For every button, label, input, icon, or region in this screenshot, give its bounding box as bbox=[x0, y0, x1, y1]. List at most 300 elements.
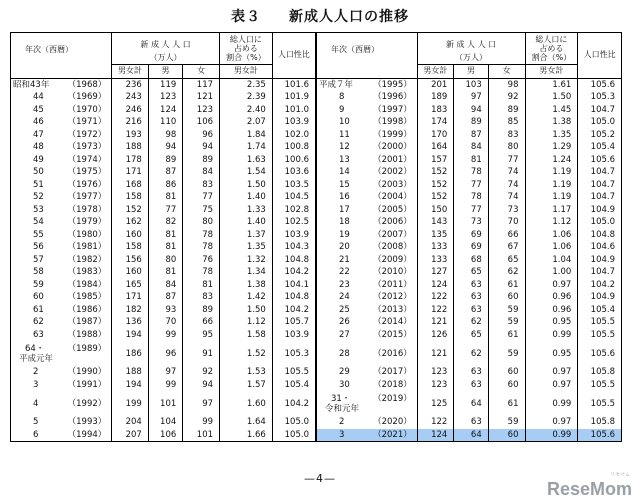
share-cell: 1.37 bbox=[220, 229, 273, 242]
era-cell: 51 bbox=[33, 179, 44, 190]
female-cell: 81 bbox=[183, 279, 220, 292]
table-row bbox=[11, 179, 622, 192]
table-row bbox=[11, 316, 622, 329]
era-cell: 平成７年 bbox=[316, 78, 371, 91]
share-cell: 1.40 bbox=[220, 216, 273, 229]
year-cell: （1976） bbox=[67, 179, 107, 190]
ratio-cell: 105.5 bbox=[272, 366, 316, 379]
era-cell: 18 bbox=[316, 216, 371, 229]
ratio-cell: 105.4 bbox=[578, 141, 622, 154]
table-row bbox=[11, 78, 622, 91]
year-cell: （1986） bbox=[67, 304, 107, 315]
table-row bbox=[11, 266, 622, 279]
ratio-cell: 104.3 bbox=[272, 241, 316, 254]
female-cell: 89 bbox=[488, 104, 525, 117]
era-cell: 13 bbox=[316, 154, 371, 167]
ratio-cell: 104.8 bbox=[272, 254, 316, 267]
header-total-right: 男女計 bbox=[417, 65, 454, 79]
ratio-cell: 104.8 bbox=[272, 291, 316, 304]
ratio-cell: 105.5 bbox=[578, 379, 622, 392]
male-cell: 86 bbox=[148, 179, 182, 192]
era-cell: 24 bbox=[316, 291, 371, 304]
male-cell: 89 bbox=[148, 154, 182, 167]
ratio-cell: 105.2 bbox=[578, 129, 622, 142]
header-share-sub-right: 男女計 bbox=[525, 65, 578, 79]
share-cell: 0.95 bbox=[525, 316, 578, 329]
era-cell: 11 bbox=[316, 129, 371, 142]
year-cell: （1970） bbox=[67, 104, 107, 115]
male-cell: 119 bbox=[148, 78, 182, 91]
female-cell: 94 bbox=[183, 379, 220, 392]
share-cell: 1.57 bbox=[220, 379, 273, 392]
ratio-cell: 104.5 bbox=[272, 191, 316, 204]
male-cell: 78 bbox=[454, 166, 488, 179]
header-share-right: 総人口に 占める 割合（%） bbox=[525, 33, 578, 65]
share-cell: 1.74 bbox=[220, 141, 273, 154]
share-cell: 1.06 bbox=[525, 241, 578, 254]
male-cell: 97 bbox=[454, 91, 488, 104]
female-cell: 89 bbox=[183, 304, 220, 317]
header-new-adult-right: 新 成 人 人 口 bbox=[417, 33, 525, 52]
era-cell: 23 bbox=[316, 279, 371, 292]
female-cell: 76 bbox=[183, 254, 220, 267]
male-cell: 65 bbox=[454, 266, 488, 279]
year-cell: （1981） bbox=[67, 242, 107, 253]
female-cell: 60 bbox=[488, 366, 525, 379]
year-cell: （1997） bbox=[373, 104, 412, 115]
era-cell: 2 bbox=[316, 416, 371, 429]
male-cell: 99 bbox=[148, 379, 182, 392]
total-cell: 236 bbox=[112, 78, 149, 91]
total-cell: 135 bbox=[417, 229, 454, 242]
male-cell: 78 bbox=[454, 191, 488, 204]
ratio-cell: 105.4 bbox=[272, 379, 316, 392]
male-cell: 65 bbox=[454, 329, 488, 342]
male-cell: 81 bbox=[148, 191, 182, 204]
total-cell: 152 bbox=[417, 179, 454, 192]
male-cell: 106 bbox=[148, 429, 182, 442]
male-cell: 63 bbox=[454, 291, 488, 304]
ratio-cell: 105.0 bbox=[578, 116, 622, 129]
male-cell: 64 bbox=[454, 429, 488, 442]
male-cell: 84 bbox=[454, 141, 488, 154]
year-cell: （2011） bbox=[373, 279, 412, 290]
year-cell: （2009） bbox=[373, 254, 412, 265]
table-row bbox=[11, 304, 622, 317]
total-cell: 121 bbox=[417, 316, 454, 329]
female-cell: 59 bbox=[488, 341, 525, 366]
share-cell: 1.53 bbox=[220, 366, 273, 379]
year-cell: （1980） bbox=[67, 229, 107, 240]
ratio-cell: 104.7 bbox=[578, 266, 622, 279]
male-cell: 68 bbox=[454, 254, 488, 267]
male-cell: 89 bbox=[454, 116, 488, 129]
ratio-cell: 105.3 bbox=[578, 91, 622, 104]
ratio-cell: 105.6 bbox=[578, 154, 622, 167]
total-cell: 150 bbox=[417, 204, 454, 217]
male-cell: 82 bbox=[148, 216, 182, 229]
female-cell: 59 bbox=[488, 316, 525, 329]
share-cell: 1.42 bbox=[220, 291, 273, 304]
year-cell: （1998） bbox=[373, 117, 412, 128]
share-cell: 1.24 bbox=[525, 154, 578, 167]
table-row bbox=[11, 141, 622, 154]
total-cell: 171 bbox=[112, 166, 149, 179]
share-cell: 0.96 bbox=[525, 304, 578, 317]
total-cell: 152 bbox=[417, 191, 454, 204]
total-cell: 156 bbox=[112, 254, 149, 267]
male-cell: 77 bbox=[148, 204, 182, 217]
female-cell: 77 bbox=[183, 191, 220, 204]
female-cell: 80 bbox=[488, 141, 525, 154]
era-cell: 昭和43年 bbox=[13, 79, 50, 90]
ratio-cell: 105.5 bbox=[578, 329, 622, 342]
female-cell: 62 bbox=[488, 266, 525, 279]
era-cell: 30 bbox=[316, 379, 371, 392]
year-cell: （1982） bbox=[67, 254, 107, 265]
ratio-cell: 104.6 bbox=[578, 241, 622, 254]
male-cell: 77 bbox=[454, 204, 488, 217]
female-cell: 66 bbox=[183, 316, 220, 329]
male-cell: 93 bbox=[148, 304, 182, 317]
table-row bbox=[11, 191, 622, 204]
ratio-cell: 105.3 bbox=[272, 341, 316, 366]
table-row bbox=[11, 166, 622, 179]
total-cell: 160 bbox=[112, 266, 149, 279]
total-cell: 194 bbox=[112, 329, 149, 342]
total-cell: 188 bbox=[112, 366, 149, 379]
share-cell: 0.96 bbox=[525, 291, 578, 304]
year-cell: （2019） bbox=[373, 393, 412, 404]
table-row bbox=[11, 154, 622, 167]
ratio-cell: 105.8 bbox=[578, 366, 622, 379]
share-cell: 1.17 bbox=[525, 204, 578, 217]
ratio-cell: 103.9 bbox=[272, 116, 316, 129]
female-cell: 85 bbox=[488, 116, 525, 129]
female-cell: 78 bbox=[183, 266, 220, 279]
year-cell: （2021） bbox=[371, 429, 417, 442]
year-cell: （1983） bbox=[67, 267, 107, 278]
female-cell: 60 bbox=[488, 291, 525, 304]
share-cell: 2.35 bbox=[220, 78, 273, 91]
male-cell: 110 bbox=[148, 116, 182, 129]
era-cell: 59 bbox=[33, 279, 44, 290]
era-cell: 52 bbox=[33, 192, 44, 203]
header-ratio-left: 人口性比 bbox=[272, 33, 316, 79]
male-cell: 63 bbox=[454, 279, 488, 292]
ratio-cell: 105.8 bbox=[578, 416, 622, 429]
share-cell: 0.99 bbox=[525, 391, 578, 416]
male-cell: 81 bbox=[148, 266, 182, 279]
ratio-cell: 104.7 bbox=[578, 191, 622, 204]
era-cell: 3 bbox=[316, 429, 371, 442]
male-cell: 87 bbox=[148, 291, 182, 304]
year-cell: （2012） bbox=[373, 292, 412, 303]
year-cell: （1969） bbox=[67, 92, 107, 103]
year-cell: （2003） bbox=[373, 179, 412, 190]
year-cell: （2015） bbox=[373, 329, 412, 340]
female-cell: 83 bbox=[183, 179, 220, 192]
share-cell: 1.66 bbox=[220, 429, 273, 442]
year-cell: （2006） bbox=[373, 217, 412, 228]
ratio-cell: 103.6 bbox=[272, 166, 316, 179]
year-cell: （2005） bbox=[373, 204, 412, 215]
ratio-cell: 104.8 bbox=[578, 229, 622, 242]
male-cell: 62 bbox=[454, 341, 488, 366]
year-cell: （1975） bbox=[67, 167, 107, 178]
share-cell: 1.29 bbox=[525, 141, 578, 154]
era-cell: 58 bbox=[33, 267, 44, 278]
total-cell: 157 bbox=[417, 154, 454, 167]
table-row bbox=[11, 291, 622, 304]
header-era-left: 年次（西暦） bbox=[11, 33, 112, 79]
era-cell: 44 bbox=[33, 92, 44, 103]
share-cell: 1.35 bbox=[525, 129, 578, 142]
header-row-1 bbox=[11, 33, 622, 52]
year-cell: （2020） bbox=[373, 417, 412, 428]
era-cell: 17 bbox=[316, 204, 371, 217]
ratio-cell: 104.7 bbox=[578, 179, 622, 192]
total-cell: 194 bbox=[112, 379, 149, 392]
era-cell: 14 bbox=[316, 166, 371, 179]
year-cell: （1985） bbox=[67, 292, 107, 303]
total-cell: 171 bbox=[112, 291, 149, 304]
ratio-cell: 105.6 bbox=[578, 429, 622, 442]
header-female-right: 女 bbox=[488, 65, 525, 79]
year-cell: （1978） bbox=[67, 204, 107, 215]
female-cell: 84 bbox=[183, 166, 220, 179]
male-cell: 97 bbox=[148, 366, 182, 379]
year-cell: （1979） bbox=[67, 217, 107, 228]
male-cell: 123 bbox=[148, 91, 182, 104]
total-cell: 152 bbox=[112, 204, 149, 217]
year-cell: （2013） bbox=[373, 304, 412, 315]
year-cell: （2016） bbox=[373, 348, 412, 359]
page-number: —4— bbox=[304, 472, 336, 485]
share-cell: 0.97 bbox=[525, 379, 578, 392]
ratio-cell: 104.1 bbox=[272, 279, 316, 292]
ratio-cell: 104.2 bbox=[272, 391, 316, 416]
era-cell: 19 bbox=[316, 229, 371, 242]
table-row bbox=[11, 229, 622, 242]
male-cell: 124 bbox=[148, 104, 182, 117]
male-cell: 98 bbox=[148, 129, 182, 142]
male-cell: 73 bbox=[454, 216, 488, 229]
resemom-logo: リセマム ReseMom bbox=[546, 472, 632, 499]
total-cell: 201 bbox=[417, 78, 454, 91]
year-cell: （1972） bbox=[67, 129, 107, 140]
era-cell: 62 bbox=[33, 317, 44, 328]
era-cell: 27 bbox=[316, 329, 371, 342]
female-cell: 65 bbox=[488, 254, 525, 267]
era-cell: 12 bbox=[316, 141, 371, 154]
total-cell: 133 bbox=[417, 254, 454, 267]
ratio-cell: 101.9 bbox=[272, 91, 316, 104]
share-cell: 1.58 bbox=[220, 329, 273, 342]
share-cell: 0.95 bbox=[525, 341, 578, 366]
total-cell: 246 bbox=[112, 104, 149, 117]
table-row bbox=[11, 104, 622, 117]
share-cell: 1.40 bbox=[220, 191, 273, 204]
era-cell: 31・ 令和元年 bbox=[316, 391, 371, 416]
header-female-left: 女 bbox=[183, 65, 220, 79]
year-cell: （2001） bbox=[373, 154, 412, 165]
female-cell: 75 bbox=[183, 204, 220, 217]
ratio-cell: 100.6 bbox=[272, 154, 316, 167]
era-cell: 47 bbox=[33, 129, 44, 140]
year-cell: （2017） bbox=[373, 367, 412, 378]
total-cell: 152 bbox=[417, 166, 454, 179]
header-new-adult-left: 新 成 人 人 口 bbox=[112, 33, 220, 52]
year-cell: （1996） bbox=[373, 92, 412, 103]
total-cell: 124 bbox=[417, 279, 454, 292]
ratio-cell: 105.6 bbox=[578, 341, 622, 366]
male-cell: 94 bbox=[148, 141, 182, 154]
total-cell: 183 bbox=[417, 104, 454, 117]
female-cell: 66 bbox=[488, 229, 525, 242]
year-cell: （1987） bbox=[67, 317, 107, 328]
ratio-cell: 105.4 bbox=[578, 304, 622, 317]
table-row bbox=[11, 429, 622, 442]
female-cell: 106 bbox=[183, 116, 220, 129]
share-cell: 1.50 bbox=[220, 179, 273, 192]
male-cell: 94 bbox=[454, 104, 488, 117]
era-cell: 2 bbox=[33, 367, 39, 378]
female-cell: 83 bbox=[183, 291, 220, 304]
share-cell: 1.84 bbox=[220, 129, 273, 142]
total-cell: 243 bbox=[112, 91, 149, 104]
ratio-cell: 104.2 bbox=[272, 266, 316, 279]
table-number: 表３ bbox=[231, 9, 261, 25]
ratio-cell: 102.0 bbox=[272, 129, 316, 142]
female-cell: 60 bbox=[488, 429, 525, 442]
total-cell: 216 bbox=[112, 116, 149, 129]
year-cell: （1989） bbox=[67, 343, 107, 354]
male-cell: 84 bbox=[148, 279, 182, 292]
share-cell: 2.39 bbox=[220, 91, 273, 104]
header-male-right: 男 bbox=[454, 65, 488, 79]
era-cell: 53 bbox=[33, 204, 44, 215]
year-cell: （1971） bbox=[67, 117, 107, 128]
male-cell: 77 bbox=[454, 179, 488, 192]
female-cell: 117 bbox=[183, 78, 220, 91]
era-cell: 9 bbox=[316, 104, 371, 117]
era-cell: 5 bbox=[33, 417, 39, 428]
female-cell: 74 bbox=[488, 191, 525, 204]
female-cell: 61 bbox=[488, 279, 525, 292]
total-cell: 189 bbox=[417, 91, 454, 104]
female-cell: 61 bbox=[488, 391, 525, 416]
total-cell: 186 bbox=[112, 341, 149, 366]
female-cell: 123 bbox=[183, 104, 220, 117]
share-cell: 1.19 bbox=[525, 166, 578, 179]
era-cell: 61 bbox=[33, 304, 44, 315]
total-cell: 122 bbox=[417, 416, 454, 429]
era-cell: 6 bbox=[33, 429, 39, 440]
total-cell: 127 bbox=[417, 266, 454, 279]
total-cell: 168 bbox=[112, 179, 149, 192]
female-cell: 78 bbox=[183, 241, 220, 254]
female-cell: 70 bbox=[488, 216, 525, 229]
share-cell: 1.34 bbox=[220, 266, 273, 279]
table-row bbox=[11, 254, 622, 267]
share-cell: 1.61 bbox=[525, 78, 578, 91]
male-cell: 80 bbox=[148, 254, 182, 267]
total-cell: 126 bbox=[417, 329, 454, 342]
female-cell: 80 bbox=[183, 216, 220, 229]
share-cell: 1.33 bbox=[220, 204, 273, 217]
total-cell: 121 bbox=[417, 341, 454, 366]
year-cell: （1992） bbox=[67, 398, 107, 409]
table-row bbox=[11, 416, 622, 429]
share-cell: 1.45 bbox=[525, 104, 578, 117]
share-cell: 1.35 bbox=[220, 241, 273, 254]
era-cell: 64・ 平成元年 bbox=[19, 343, 54, 364]
share-cell: 0.99 bbox=[525, 429, 578, 442]
ratio-cell: 102.8 bbox=[272, 204, 316, 217]
table-row bbox=[11, 329, 622, 342]
ratio-cell: 104.2 bbox=[272, 304, 316, 317]
year-cell: （1973） bbox=[67, 142, 107, 153]
table-row bbox=[11, 116, 622, 129]
total-cell: 143 bbox=[417, 216, 454, 229]
male-cell: 87 bbox=[148, 166, 182, 179]
male-cell: 81 bbox=[148, 229, 182, 242]
total-cell: 204 bbox=[112, 416, 149, 429]
table-row bbox=[11, 341, 622, 366]
female-cell: 97 bbox=[183, 391, 220, 416]
share-cell: 1.04 bbox=[525, 254, 578, 267]
era-cell: 60 bbox=[33, 292, 44, 303]
year-cell: （1988） bbox=[67, 329, 107, 340]
year-cell: （1968） bbox=[67, 79, 107, 90]
table-row bbox=[11, 366, 622, 379]
era-cell: 28 bbox=[316, 341, 371, 366]
male-cell: 104 bbox=[148, 416, 182, 429]
ratio-cell: 104.9 bbox=[578, 291, 622, 304]
year-cell: （2007） bbox=[373, 229, 412, 240]
total-cell: 124 bbox=[417, 429, 454, 442]
share-cell: 0.99 bbox=[525, 329, 578, 342]
share-cell: 2.40 bbox=[220, 104, 273, 117]
female-cell: 94 bbox=[183, 141, 220, 154]
era-cell: 48 bbox=[33, 142, 44, 153]
female-cell: 89 bbox=[183, 154, 220, 167]
era-cell: 15 bbox=[316, 179, 371, 192]
share-cell: 1.64 bbox=[220, 416, 273, 429]
page-title bbox=[0, 6, 640, 26]
total-cell: 178 bbox=[112, 154, 149, 167]
era-cell: 45 bbox=[33, 104, 44, 115]
total-cell: 122 bbox=[417, 304, 454, 317]
share-cell: 1.19 bbox=[525, 179, 578, 192]
share-cell: 1.54 bbox=[220, 166, 273, 179]
header-share-left: 総人口に 占める 割合（%） bbox=[220, 33, 273, 65]
ratio-cell: 104.9 bbox=[578, 254, 622, 267]
ratio-cell: 104.2 bbox=[578, 279, 622, 292]
header-unit-right: （万人） bbox=[417, 52, 525, 65]
year-cell: （1991） bbox=[67, 379, 107, 390]
ratio-cell: 105.0 bbox=[578, 216, 622, 229]
male-cell: 63 bbox=[454, 416, 488, 429]
total-cell: 160 bbox=[112, 229, 149, 242]
year-cell: （2004） bbox=[373, 192, 412, 203]
year-cell: （2000） bbox=[373, 142, 412, 153]
female-cell: 83 bbox=[488, 129, 525, 142]
table-row bbox=[11, 379, 622, 392]
male-cell: 101 bbox=[148, 391, 182, 416]
header-era-right: 年次（西暦） bbox=[316, 33, 417, 79]
